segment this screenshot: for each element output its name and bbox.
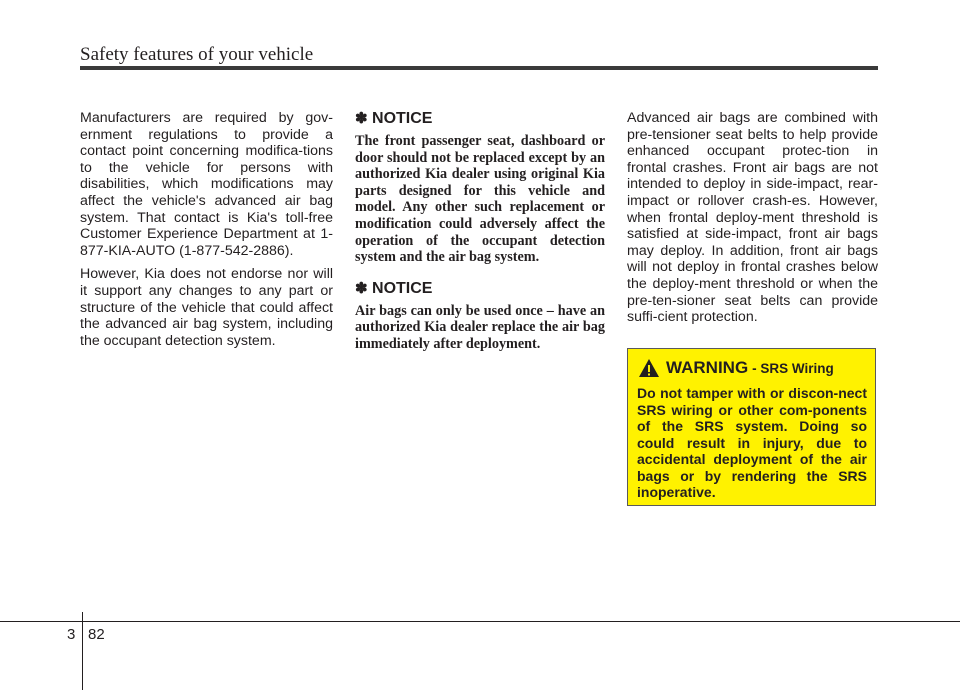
paragraph-endorsement: However, Kia does not endorse nor will it support any changes to any part or structure of the vehicle that could affect the advanced air bag system, including the occupant detection system. [80,266,333,349]
paragraph-modifications: Manufacturers are required by gov-ernment regulations to provide a contact point concerning modifica-tions to the vehicle for persons with disabilities, which modifications may affect the vehicle's advanced air bag system. That contact is Kia's toll-free Customer Experience Department at 1-877-KIA-AUTO (1-877-542-2886). [80,110,333,259]
page-header-title: Safety features of your vehicle [80,44,314,65]
notice-heading [355,280,605,298]
footer-rule [0,621,960,622]
notice-star-icon: ✽ [355,279,368,297]
notice-heading-label: NOTICE [372,110,433,127]
warning-body: Do not tamper with or discon-nect SRS wiring or other com-ponents of the SRS system. Doing so could result in injury, due to accidental deployment of the air bags or by rendering the SRS inoperative. [637,385,867,500]
warning-label: WARNING [666,358,749,377]
notice-star-icon: ✽ [355,110,368,127]
header-rule [80,66,878,70]
page-number: 82 [88,626,105,643]
notice-body: Air bags can only be used once – have an authorized Kia dealer replace the air bag immediately after deployment. [355,302,605,352]
warning-subtitle: - SRS Wiring [752,360,834,376]
column-right [627,110,878,333]
column-left [80,110,333,356]
notice-heading-label: NOTICE [372,279,433,297]
warning-triangle-icon [638,358,660,378]
paragraph-advanced-airbags: Advanced air bags are combined with pre-tensioner seat belts to help provide enhanced occupant protec-tion in frontal crashes. Front air bags are not intended to deploy in side-impact, rear-impact or rollover crash-es. However, when frontal deploy-ment threshold is satisfied at side-impact, front air bags may deploy. In addition, front air bags will not deploy in frontal crashes below the deploy-ment threshold or when the pre-ten-sioner seat belts can provide suffi-cient protection. [627,110,878,326]
footer-divider [82,612,83,690]
column-middle [355,110,605,367]
warning-heading [638,358,834,378]
notice-heading [355,110,605,128]
warning-box [627,348,876,506]
chapter-number: 3 [67,626,76,643]
notice-body: The front passenger seat, dashboard or door should not be replaced except by an authorized Kia dealer using original Kia parts designed for this vehicle and model. Any other such replacement or modification could adversely affect the operation of the occupant detection system and the air bag system. [355,133,605,266]
